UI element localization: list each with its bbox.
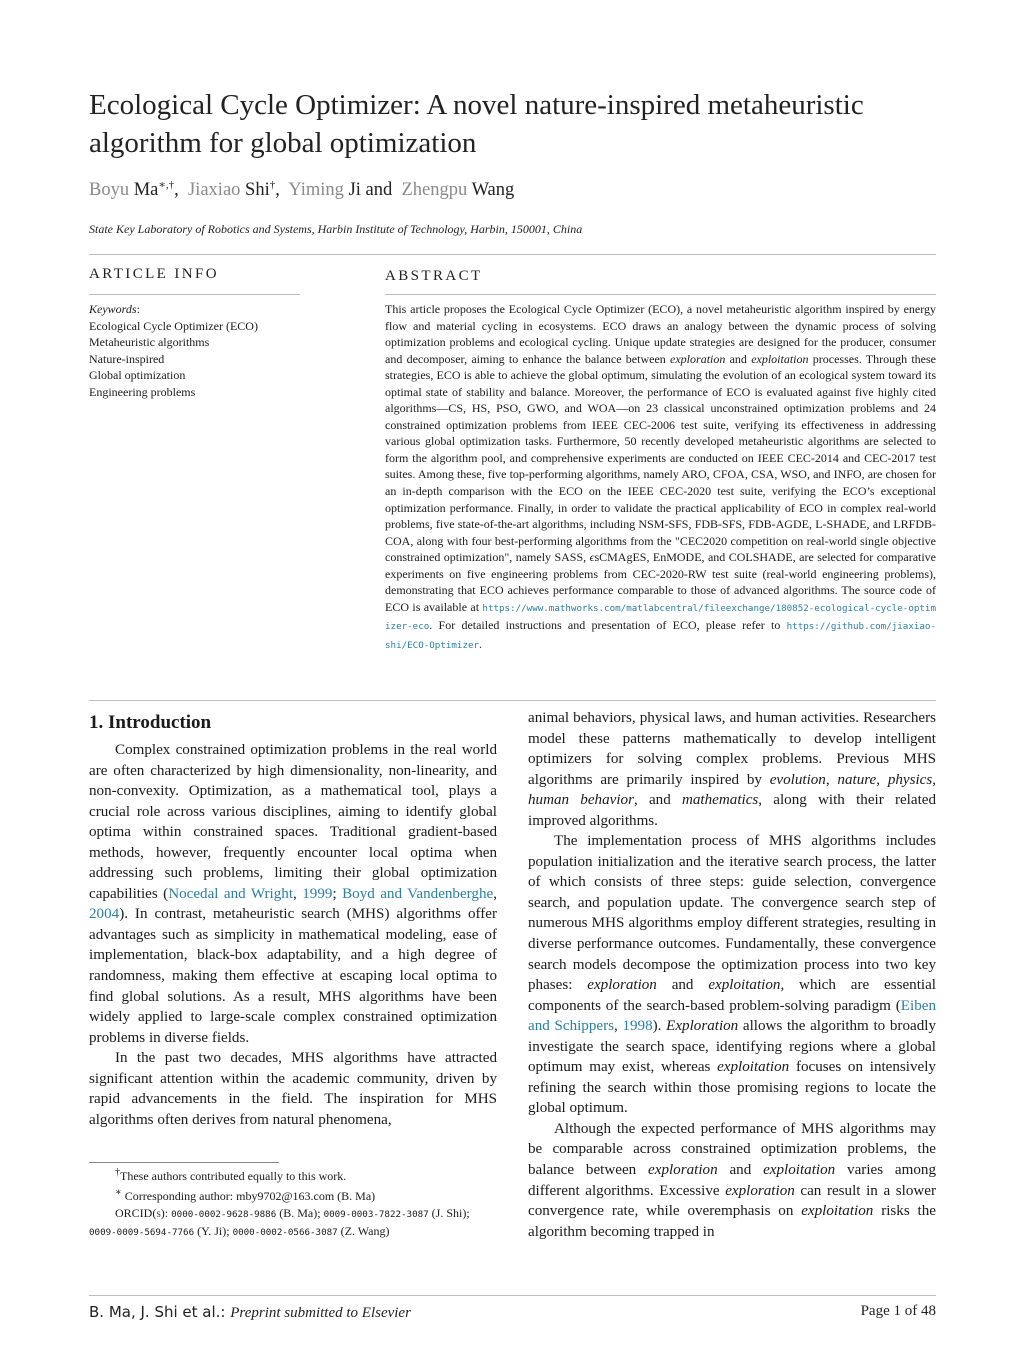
author-separator: , <box>174 180 179 201</box>
text-run: varies among different algorithms. Excessive <box>528 1162 937 1199</box>
abstract-text <box>385 301 936 654</box>
citation-year-link[interactable]: 1998 <box>622 1018 653 1035</box>
emphasis: physics <box>887 771 933 788</box>
title-line-1: Ecological Cycle Optimizer: A novel nature-inspired metaheuristic <box>89 89 864 121</box>
emphasis: exploration <box>648 1162 718 1179</box>
abstract-heading: ABSTRACT <box>385 268 483 284</box>
author-3-family: Ji <box>348 180 361 201</box>
abstract-run: sCMAgES, EnMODE, and COLSHADE, are selected for comparative experiments on five engineering problems from CEC-2020-RW test suite (real-world engineering problems), demonstrating that ECO achieves performance comparable to those of advanced algorithms. The source code of ECO is available at <box>385 550 937 614</box>
emphasis: exploration <box>587 977 657 994</box>
github-link[interactable]: https://github.com/jiaxiao-shi/ECO-Optimizer <box>385 621 936 651</box>
author-2-marks: † <box>269 179 276 191</box>
orcid-id: 0000-0002-0566-3087 <box>232 1227 338 1239</box>
footnote-text: Corresponding author: mby9702@163.com (B. Ma) <box>124 1188 376 1203</box>
keywords-label: Keywords <box>89 302 137 316</box>
orcid-name: (Y. Ji); <box>194 1224 233 1239</box>
text-run: ). <box>652 1018 667 1035</box>
keyword-item: Global optimization <box>89 368 186 383</box>
footer-divider <box>89 1295 936 1296</box>
orcid-id: 0000-0002-9628-9886 <box>171 1208 277 1220</box>
author-separator: , <box>275 180 280 201</box>
footnote-orcid <box>89 1205 497 1243</box>
author-4-given: Zhengpu <box>401 180 468 201</box>
keyword-item: Metaheuristic algorithms <box>89 335 210 350</box>
intro-paragraph-1 <box>89 740 497 1048</box>
orcid-name: (B. Ma); <box>276 1205 324 1220</box>
intro-paragraph-2-continued <box>528 708 936 831</box>
abstract-divider <box>385 294 936 295</box>
left-column <box>89 710 497 1130</box>
author-1-marks: ∗,† <box>158 179 175 191</box>
affiliation: State Key Laboratory of Robotics and Systems, Harbin Institute of Technology, Harbin, 150001, China <box>89 222 583 236</box>
orcid-id: 0009-0003-7822-3087 <box>323 1208 429 1220</box>
text-run: , <box>825 771 838 788</box>
footer-journal: Preprint submitted to Elsevier <box>230 1305 411 1321</box>
citation-year-link[interactable]: 2004 <box>89 906 120 923</box>
article-info-heading: ARTICLE INFO <box>89 266 219 282</box>
text-run: , <box>293 885 303 902</box>
section-heading-introduction: 1. Introduction <box>89 712 212 733</box>
emphasis: exploration <box>725 1182 795 1199</box>
orcid-name: (Z. Wang) <box>337 1224 390 1239</box>
text-run: , <box>876 771 888 788</box>
emphasis: exploitation <box>717 1059 790 1076</box>
footnote-mark: ∗ <box>115 1186 122 1198</box>
text-run: , <box>493 885 498 902</box>
footnote-mark: † <box>115 1167 120 1178</box>
emphasis: nature <box>837 771 877 788</box>
abstract-emphasis: ϵ <box>589 550 595 565</box>
author-list <box>89 178 514 201</box>
author-and: and <box>365 180 393 201</box>
citation-link[interactable]: Boyd and Vandenberghe <box>342 885 494 902</box>
body-divider <box>89 700 936 701</box>
mathworks-link[interactable]: https://www.mathworks.com/matlabcentral/fileexchange/180852-ecological-cycle-optimizer-eco <box>385 602 936 633</box>
citation-link[interactable]: Nocedal and Wright <box>168 885 294 902</box>
emphasis: exploitation <box>801 1203 874 1220</box>
page-number: Page 1 of 48 <box>860 1303 936 1319</box>
text-run: ). In contrast, metaheuristic search (MHS) algorithms offer advantages such as simplicity in mathematical modeling, ease of implementation, black-box adaptability, and a high degree of randomness, making them effective at escaping local optima to find global solutions. As a result, MHS algorithms have been widely applied to large-scale complex constrained optimization problems in diverse fields. <box>89 906 497 1046</box>
text-run: and <box>717 1162 764 1179</box>
footer-citation <box>89 1303 411 1322</box>
text-run: , <box>932 771 937 788</box>
text-run: , along with their related improved algorithms. <box>528 792 937 829</box>
text-run: focuses on intensively refining the search within those promising regions to locate the global optimum. <box>528 1059 936 1117</box>
footnote-corresponding <box>89 1185 497 1205</box>
citation-year-link[interactable]: 1999 <box>302 885 333 902</box>
keyword-item: Engineering problems <box>89 384 196 399</box>
author-3-given: Yiming <box>288 180 344 201</box>
author-2-family: Shi <box>245 180 270 201</box>
text-run: Complex constrained optimization problems in the real world are often characterized by high dimensionality, non-linearity, and non-convexity. Optimization, as a mathematical tool, plays a crucial role across various disciplines, aiming to identify global optima within constrained spaces. Traditional gradient-based methods, however, frequently encounter local optima when addressing such problems, limiting their global optimization capabilities ( <box>89 742 497 902</box>
footer-authors: B. Ma, J. Shi et al.: <box>89 1303 226 1321</box>
author-1-family: Ma <box>133 180 159 201</box>
text-run: , and <box>633 792 682 809</box>
intro-paragraph-3 <box>528 831 936 1119</box>
intro-paragraph-2: In the past two decades, MHS algorithms have attracted significant attention within the academic community, driven by rapid advancements in the field. The inspiration for MHS algorithms often derives from natural phenomena, <box>89 1050 497 1128</box>
text-run: , which are essential components of the search-based problem-solving paradigm ( <box>528 977 936 1014</box>
text-run: ; <box>332 885 343 902</box>
paper-title <box>89 86 949 162</box>
intro-paragraph-4 <box>528 1119 936 1242</box>
abstract-run: This article proposes the Ecological Cycle Optimizer (ECO), a novel metaheuristic algorithm inspired by energy flow and material cycling in ecosystems. ECO draws an analogy between the dynamic process of solving optimization problems and ecological cycling. Unique update strategies are designed for the producer, consumer and decomposer, aiming to enhance the balance between <box>385 302 936 366</box>
text-run: animal behaviors, physical laws, and human activities. Researchers model these patterns mathematically to develop intelligent optimizers for solving complex problems. Previous MHS algorithms are primarily inspired by <box>528 710 936 788</box>
keywords-block: Keywords: Ecological Cycle Optimizer (ECO) Metaheuristic algorithms Nature-inspired Global optimization Engineering problems <box>89 301 304 401</box>
emphasis: human behavior <box>528 792 634 809</box>
header-divider <box>89 254 936 255</box>
text-run: allows the algorithm to broadly investigate the search space, identifying regions where a global optimum may exist, whereas <box>528 1018 936 1076</box>
author-2-given: Jiaxiao <box>188 180 241 201</box>
keyword-item: Nature-inspired <box>89 351 165 366</box>
emphasis: evolution <box>769 771 826 788</box>
abstract-run: . For detailed instructions and presentation of ECO, please refer to <box>429 618 787 633</box>
orcid-label: ORCID(s): <box>115 1205 172 1220</box>
emphasis: Exploration <box>666 1018 739 1035</box>
emphasis: exploitation <box>763 1162 836 1179</box>
citation-link[interactable]: Eiben and Schippers <box>528 997 936 1035</box>
text-run: risks the algorithm becoming trapped in <box>528 1203 936 1240</box>
right-column <box>528 708 936 1242</box>
footnotes <box>89 1165 497 1242</box>
orcid-id: 0009-0009-5694-7766 <box>89 1227 195 1239</box>
abstract-emphasis: exploration <box>670 351 726 366</box>
keyword-item: Ecological Cycle Optimizer (ECO) <box>89 318 258 333</box>
text-run: and <box>656 977 709 994</box>
footnote-divider <box>89 1162 279 1163</box>
emphasis: exploitation <box>708 977 781 994</box>
emphasis: mathematics <box>681 792 759 809</box>
abstract-run: . <box>479 636 483 651</box>
text-run: Although the expected performance of MHS algorithms may be comparable across constrained optimization problems, the balance between <box>528 1120 936 1179</box>
author-1-given: Boyu <box>89 180 130 201</box>
orcid-name: (J. Shi); <box>428 1205 470 1220</box>
text-run: can result in a slower convergence rate, while overemphasis on <box>528 1182 936 1220</box>
text-run: , <box>614 1018 623 1035</box>
text-run: The implementation process of MHS algorithms includes population initialization and the iterative search process, the latter of which consists of three steps: guide selection, convergence search, and population update. The convergence search step of numerous MHS algorithms employ different strategies, resulting in diverse performance outcomes. Fundamentally, these convergence search models decompose the optimization process into two key phases: <box>528 833 936 994</box>
abstract-run: processes. Through these strategies, ECO is able to achieve the global optimum, simulating the evolution of an ecological system toward its optimal state of stability and balance. Moreover, the performance of ECO is evaluated against five highly cited algorithms—CS, HS, PSO, GWO, and WOA—on 23 classical unconstrained optimization problems and 24 constrained optimization problems from IEEE CEC-2006 test suite, verifying its effectiveness in addressing various global optimization tasks. Furthermore, 50 recently developed metaheuristic algorithms are selected to form the algorithm pool, and comprehensive experiments are conducted on IEEE CEC-2014 and CEC-2017 test suites. Among these, five top-performing algorithms, namely ARO, CFOA, CSA, WSO, and INFO, are chosen for an in-depth comparison with the ECO on the IEEE CEC-2020 test suite, verifying the ECO’s exceptional optimization performance. Finally, in order to validate the practical applicability of ECO in complex real-world problems, five state-of-the-art algorithms, including NSM-SFS, FDB-SFS, FDB-AGDE, L-SHADE, and LRFDB-COA, along with four best-performing algorithms from the "CEC2020 competition on real-world single objective constrained optimization", namely SASS, <box>385 351 937 565</box>
abstract-emphasis: exploitation <box>751 351 809 366</box>
author-4-family: Wang <box>471 180 515 201</box>
article-info-divider <box>89 294 300 295</box>
footnote-equal-contribution <box>89 1165 497 1185</box>
footnote-text: These authors contributed equally to this work. <box>120 1169 347 1183</box>
title-line-2: algorithm for global optimization <box>89 127 477 159</box>
abstract-run: and <box>725 351 752 366</box>
